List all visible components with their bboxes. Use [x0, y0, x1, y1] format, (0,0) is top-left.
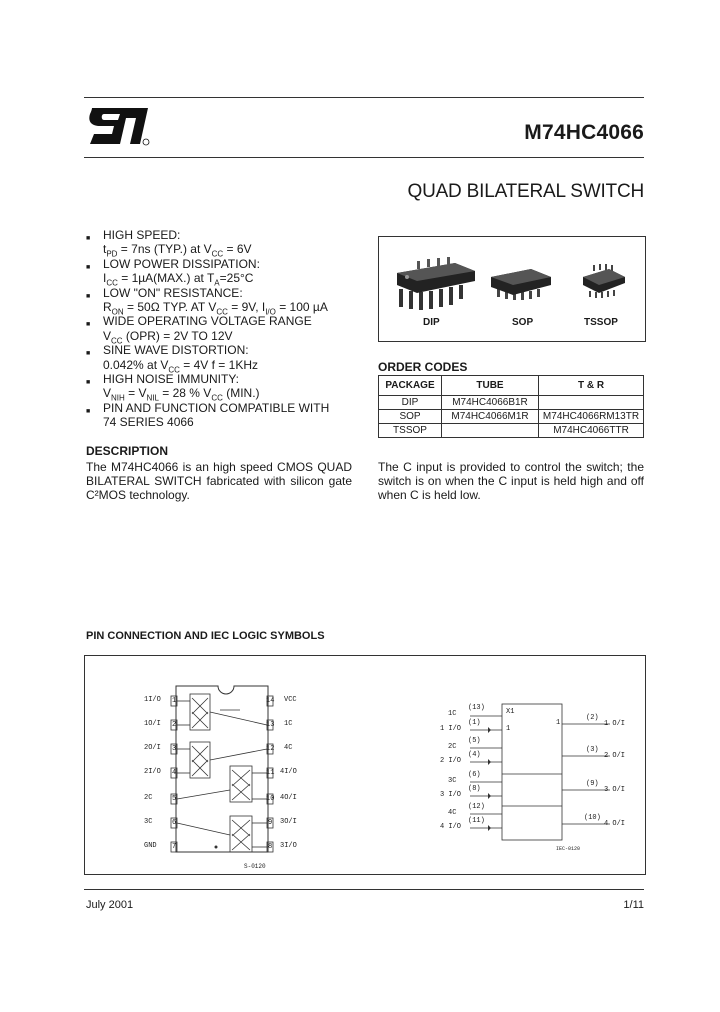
pin-label: 3O/I — [280, 818, 297, 826]
iec-pin-number: (9) — [586, 780, 599, 788]
feature-main: LOW "ON" RESISTANCE: — [103, 285, 243, 300]
iec-pin-number: (6) — [468, 771, 481, 779]
feature-item — [86, 343, 366, 375]
iec-input-label: 1C — [448, 710, 457, 718]
description-left: The M74HC4066 is an high speed CMOS QUAD BILATERAL SWITCH fabricated with silicon gate C²MOS technology. — [86, 460, 352, 502]
header-tube: TUBE — [442, 376, 539, 396]
iec-pin-number: (12) — [468, 803, 485, 811]
order-codes-table — [378, 375, 644, 438]
table-header-row — [379, 376, 644, 396]
iec-input-label: 2C — [448, 743, 457, 751]
pin-label: VCC — [284, 696, 297, 704]
bullet-icon: ■ — [86, 321, 91, 329]
bullet-icon: ■ — [86, 407, 91, 415]
sop-label: SOP — [512, 317, 534, 328]
iec-input-label: 1 I/O — [440, 725, 462, 733]
header-package: PACKAGE — [379, 376, 442, 396]
sop-package-icon — [489, 265, 553, 305]
order-codes-title: ORDER CODES — [378, 360, 468, 374]
bullet-icon: ■ — [86, 379, 91, 387]
pin-number: 8 — [268, 843, 273, 851]
iec-output-label: 3 O/I — [604, 786, 626, 794]
feature-main: SINE WAVE DISTORTION: — [103, 343, 249, 358]
pin-label: GND — [144, 842, 157, 850]
iec-input-label: 3C — [448, 777, 457, 785]
feature-item — [86, 314, 366, 346]
iec-code: IEC-0120 — [556, 846, 581, 852]
cell — [442, 424, 539, 438]
dip-label: DIP — [423, 317, 440, 328]
pin-number: 10 — [266, 795, 275, 803]
cell: M74HC4066TTR — [539, 424, 644, 438]
iec-input-label: 4 I/O — [440, 823, 462, 831]
cell: M74HC4066RM13TR — [539, 410, 644, 424]
cell: TSSOP — [379, 424, 442, 438]
package-images — [378, 236, 646, 342]
feature-detail: $I_{CC} = 1\mu A(MAX.)$ at $T_A=25^\circ C$ — [103, 271, 254, 288]
bullet-icon: ■ — [86, 263, 91, 271]
bullet-icon: ■ — [86, 292, 91, 300]
feature-detail: $R_{ON} = 50\Omega$ TYP. AT $V_{CC} = 9V$, $I_{I/O} = 100$ µA — [103, 300, 328, 317]
feature-detail: 74 SERIES 4066 — [103, 415, 194, 430]
pin-label: 1C — [284, 720, 293, 728]
iec-input-label: 4C — [448, 809, 457, 817]
description-right: The C input is provided to control the switch; the switch is on when the C input is held high and off when C is held low. — [378, 460, 644, 502]
pin-number: 6 — [172, 819, 177, 827]
iec-input-label: 2 I/O — [440, 757, 462, 765]
iec-pin-number: (4) — [468, 751, 481, 759]
cell: M74HC4066M1R — [442, 410, 539, 424]
iec-label-x: X1 — [506, 708, 515, 716]
iec-pin-number: (3) — [586, 746, 599, 754]
header-rule-bottom — [84, 157, 644, 158]
iec-label-1: 1 — [556, 719, 561, 727]
iec-pin-number: (11) — [468, 817, 485, 825]
pin-label: 4O/I — [280, 794, 297, 802]
footer-rule — [84, 889, 644, 890]
pin-label: 4I/O — [280, 768, 297, 776]
iec-pin-number: (10) — [584, 814, 601, 822]
cell: SOP — [379, 410, 442, 424]
iec-pin-number: (8) — [468, 785, 481, 793]
pin-label: 3I/O — [280, 842, 297, 850]
iec-pin-number: (13) — [468, 704, 485, 712]
iec-output-label: 4 O/I — [604, 820, 626, 828]
header-tr: T & R — [539, 376, 644, 396]
table-row — [379, 396, 644, 410]
pin-label: 4C — [284, 744, 293, 752]
pin-number: 11 — [266, 769, 275, 777]
feature-main: HIGH NOISE IMMUNITY: — [103, 372, 240, 387]
feature-main: HIGH SPEED: — [103, 228, 181, 242]
feature-item — [86, 372, 366, 401]
table-row — [379, 424, 644, 438]
feature-detail: $t_{PD} = 7ns$ (TYP.) at $V_{CC} = 6V$ — [103, 242, 252, 259]
pin-label: 3C — [144, 818, 153, 826]
pin-number: 14 — [266, 697, 275, 705]
feature-item — [86, 228, 366, 257]
iec-pin-number: (2) — [586, 714, 599, 722]
features-list — [86, 228, 366, 430]
feature-detail: $V_{NIH} = V_{NIL} = 28$ % $V_{CC}$ (MIN.) — [103, 386, 260, 403]
chip-code: S-0120 — [244, 863, 266, 870]
pin-number: 3 — [172, 745, 177, 753]
feature-main: LOW POWER DISSIPATION: — [103, 256, 260, 271]
pin-section-title: PIN CONNECTION AND IEC LOGIC SYMBOLS — [86, 630, 325, 642]
pin-number: 7 — [172, 843, 177, 851]
iec-output-label: 2 O/I — [604, 752, 626, 760]
feature-item — [86, 401, 366, 430]
part-number: M74HC4066 — [524, 121, 644, 144]
bullet-icon: ■ — [86, 235, 91, 242]
feature-detail: $V_{CC}$ (OPR) = 2V TO 12V — [103, 328, 233, 346]
cell — [539, 396, 644, 410]
pin-number: 4 — [172, 769, 177, 777]
pin-label: 2O/I — [144, 744, 161, 752]
pin-number: 1 — [172, 697, 177, 705]
iec-pin-number: (5) — [468, 737, 481, 745]
iec-output-label: 1 O/I — [604, 720, 626, 728]
cell: DIP — [379, 396, 442, 410]
pin-number: 13 — [266, 721, 275, 729]
pin-label: 1O/I — [144, 720, 161, 728]
bullet-icon: ■ — [86, 350, 91, 358]
pin-label: 2I/O — [144, 768, 161, 776]
feature-item — [86, 257, 366, 286]
tssop-package-icon — [579, 263, 629, 303]
pin-number: 12 — [266, 745, 275, 753]
description-title: DESCRIPTION — [86, 444, 169, 458]
pin-number: 2 — [172, 721, 177, 729]
feature-detail: 0.042% at $V_{CC} = 4V$ f = 1KHz — [103, 357, 258, 375]
footer-page: 1/11 — [623, 899, 644, 911]
header-rule — [84, 97, 644, 98]
iec-input-label: 3 I/O — [440, 791, 462, 799]
feature-item — [86, 286, 366, 315]
iec-label-1: 1 — [506, 725, 511, 733]
pin-number: 5 — [172, 795, 177, 803]
feature-main: PIN AND FUNCTION COMPATIBLE WITH — [103, 400, 330, 415]
pin-label: 1I/O — [144, 696, 161, 704]
feature-main: WIDE OPERATING VOLTAGE RANGE — [103, 314, 312, 329]
table-row — [379, 410, 644, 424]
st-logo — [86, 104, 150, 148]
pin-label: 2C — [144, 794, 153, 802]
iec-pin-number: (1) — [468, 719, 481, 727]
pin-number: 9 — [268, 819, 273, 827]
footer-date: July 2001 — [86, 899, 134, 911]
page-title: QUAD BILATERAL SWITCH — [407, 181, 644, 202]
tssop-label: TSSOP — [584, 317, 618, 328]
dip-package-icon — [395, 257, 479, 317]
cell: M74HC4066B1R — [442, 396, 539, 410]
